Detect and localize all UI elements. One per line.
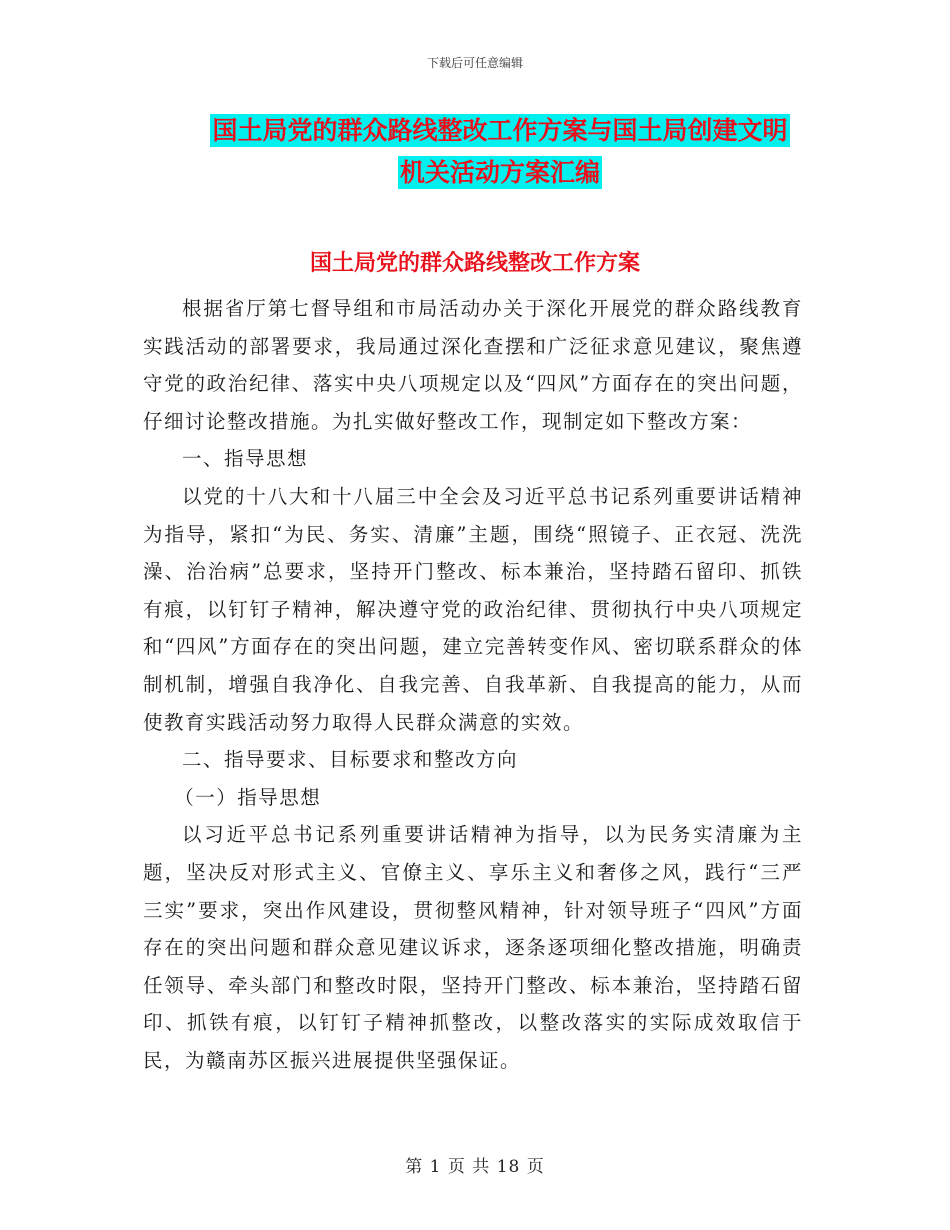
heading-guiding-ideology: 一、指导思想 bbox=[182, 447, 309, 471]
subheading-guiding-ideology: （一）指导思想 bbox=[174, 785, 322, 809]
paragraph-intro: 根据省厅第七督导组和市局活动办关于深化开展党的群众路线教育实践活动的部署要求，我局通过深化查摆和广泛征求意见建议，聚焦遵守党的政治纪律、落实中央八项规定以及“四风”方面存在的突出问题，仔细讨论整改措施。为扎实做好整改工作，现制定如下整改方案： bbox=[143, 297, 803, 433]
document-title-line2: 机关活动方案汇编 bbox=[399, 158, 600, 187]
paragraph-guiding-ideology: 以党的十八大和十八届三中全会及习近平总书记系列重要讲话精神为指导，紧扣“为民、务实、清廉”主题，围绕“照镜子、正衣冠、洗洗澡、治治病”总要求，坚持开门整改、标本兼治，坚持踏石留印、抓铁有痕，以钉钉子精神，解决遵守党的政治纪律、贯彻执行中央八项规定和“四风”方面存在的突出问题，建立完善转变作风、密切联系群众的体制机制，增强自我净化、自我完善、自我革新、自我提高的能力，从而使教育实践活动努力取得人民群众满意的实效。 bbox=[143, 484, 803, 734]
heading-requirements: 二、指导要求、目标要求和整改方向 bbox=[182, 748, 519, 772]
paragraph-guiding-ideology-detail: 以习近平总书记系列重要讲话精神为指导，以为民务实清廉为主题，坚决反对形式主义、官僚主义、享乐主义和奢侈之风，践行“三严三实”要求，突出作风建设，贯彻整风精神，针对领导班子“四风”方面存在的突出问题和群众意见建议诉求，逐条逐项细化整改措施，明确责任领导、牵头部门和整改时限，坚持开门整改、标本兼治，坚持踏石留印、抓铁有痕，以钉钉子精神抓整改，以整改落实的实际成效取信于民，为赣南苏区振兴进展提供坚强保证。 bbox=[143, 823, 803, 1072]
page-indicator: 第 1 页 共 18 页 bbox=[405, 1157, 545, 1177]
header-note: 下载后可任意编辑 bbox=[426, 56, 523, 70]
document-title bbox=[150, 110, 850, 194]
section-title: 国土局党的群众路线整改工作方案 bbox=[309, 250, 640, 276]
document-title-line1: 国土局党的群众路线整改工作方案与国土局创建文明 bbox=[212, 116, 788, 145]
document-body bbox=[143, 290, 803, 1079]
